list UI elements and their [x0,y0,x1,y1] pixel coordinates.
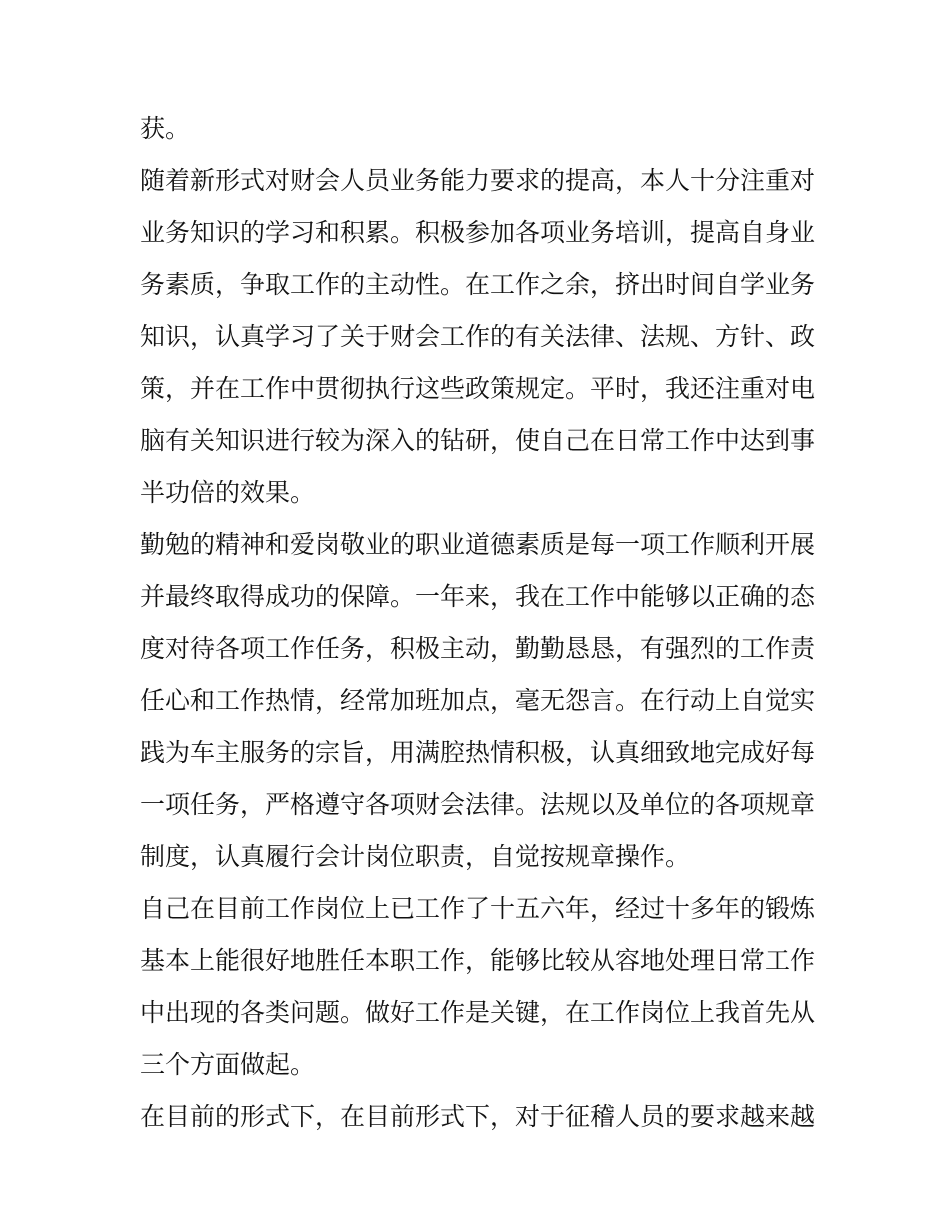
text-line: 践为车主服务的宗旨，用满腔热情积极，认真细致地完成好每 [140,738,816,767]
text-line: 制度，认真履行会计岗位职责，自觉按规章操作。 [140,842,691,871]
text-line: 半功倍的效果。 [140,478,316,507]
text-line: 中出现的各类问题。做好工作是关键，在工作岗位上我首先从 [140,998,816,1027]
text-line: 任心和工作热情，经常加班加点，毫无怨言。在行动上自觉实 [140,686,816,715]
text-line: 策，并在工作中贯彻执行这些政策规定。平时，我还注重对电 [140,374,816,403]
body-text [140,103,820,1143]
text-line: 勤勉的精神和爱岗敬业的职业道德素质是每一项工作顺利开展 [140,530,816,559]
text-line: 并最终取得成功的保障。一年来，我在工作中能够以正确的态 [140,582,816,611]
text-line: 一项任务，严格遵守各项财会法律。法规以及单位的各项规章 [140,790,816,819]
text-line: 业务知识的学习和积累。积极参加各项业务培训，提高自身业 [140,218,816,247]
text-line: 随着新形式对财会人员业务能力要求的提高，本人十分注重对 [140,166,816,195]
text-line: 度对待各项工作任务，积极主动，勤勤恳恳，有强烈的工作责 [140,634,816,663]
text-line: 自己在目前工作岗位上已工作了十五六年，经过十多年的锻炼 [140,894,816,923]
text-line: 三个方面做起。 [140,1050,316,1079]
text-line: 脑有关知识进行较为深入的钻研，使自己在日常工作中达到事 [140,426,816,455]
text-line: 获。 [140,114,191,143]
text-line: 基本上能很好地胜任本职工作，能够比较从容地处理日常工作 [140,946,816,975]
text-line: 知识，认真学习了关于财会工作的有关法律、法规、方针、政 [140,322,816,351]
text-line: 务素质，争取工作的主动性。在工作之余，挤出时间自学业务 [140,270,816,299]
text-line: 在目前的形式下，在目前形式下，对于征稽人员的要求越来越 [140,1102,816,1131]
